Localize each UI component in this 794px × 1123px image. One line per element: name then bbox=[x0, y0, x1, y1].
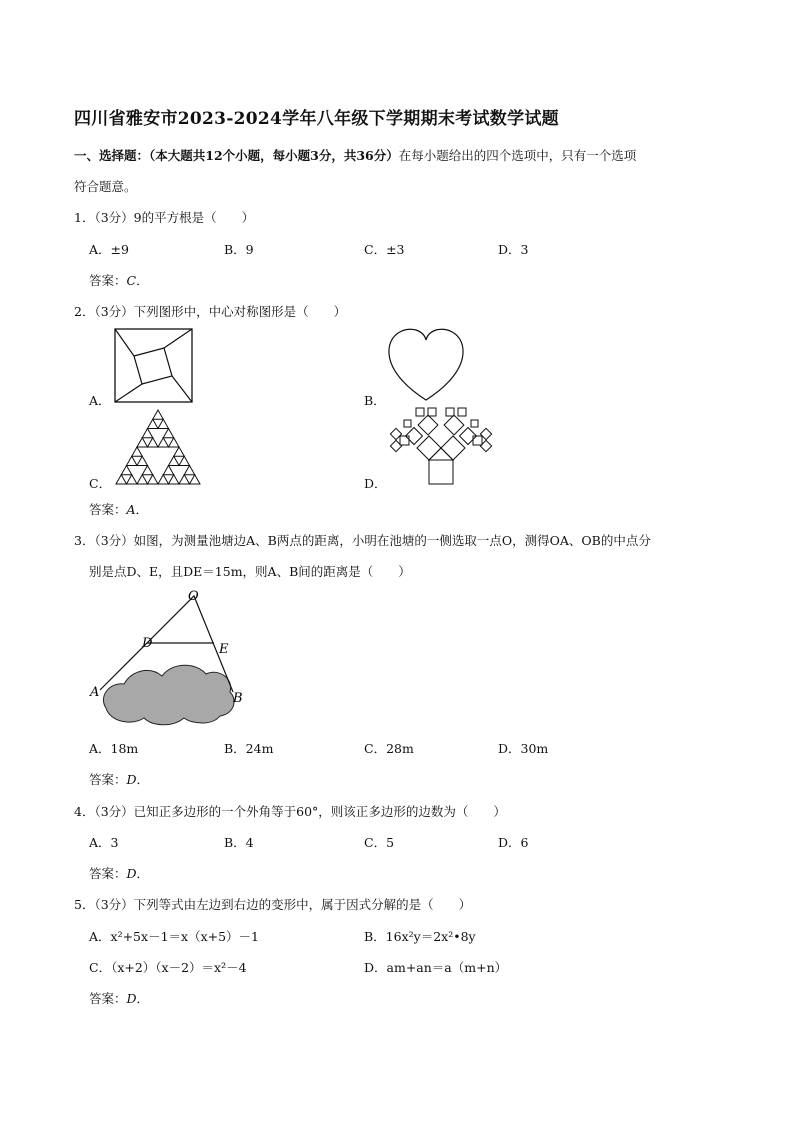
q1-answer-suffix: ． bbox=[136, 273, 149, 288]
q4-option-c: C．5 bbox=[364, 835, 395, 850]
q4-option-d: D．6 bbox=[498, 835, 529, 850]
q4-answer-prefix: 答案： bbox=[89, 866, 127, 881]
q3-label-e: E bbox=[219, 642, 229, 657]
q1-option-b: B．9 bbox=[224, 242, 254, 257]
section-heading bbox=[74, 146, 636, 164]
q2-option-d: D． bbox=[364, 476, 387, 491]
q1-answer-letter: C bbox=[126, 273, 137, 288]
q4-option-b: B．4 bbox=[224, 835, 254, 850]
q2-option-c: C． bbox=[89, 476, 112, 491]
q5-answer-prefix: 答案： bbox=[89, 991, 127, 1006]
q5-answer-suffix: ． bbox=[136, 991, 150, 1006]
q1-answer-prefix: 答案： bbox=[89, 273, 127, 288]
q2-answer-prefix: 答案： bbox=[89, 502, 127, 517]
q3-answer-letter: D bbox=[126, 772, 137, 787]
q2-option-b: B． bbox=[364, 393, 386, 408]
question-4-stem: 4．（3分）已知正多边形的一个外角等于60°，则该正多边形的边数为（ ） bbox=[74, 804, 506, 819]
q1-option-c: C．±3 bbox=[364, 242, 405, 257]
question-3-stem-line2: 别是点D、E，且DE＝15m，则A、B间的距离是（ ） bbox=[89, 564, 411, 579]
question-2-stem: 2．（3分）下列图形中，中心对称图形是（ ） bbox=[74, 304, 347, 319]
q3-option-a: A．18m bbox=[89, 741, 139, 756]
q2-option-a: A． bbox=[89, 393, 111, 408]
q3-option-b: B．24m bbox=[224, 741, 274, 756]
q5-option-d: D．am+an＝a（m+n） bbox=[364, 960, 508, 975]
q2-figure-d-pythagoras-tree bbox=[386, 406, 492, 486]
q4-answer-suffix: ． bbox=[136, 866, 150, 881]
question-5-stem: 5．（3分）下列等式由左边到右边的变形中，属于因式分解的是（ ） bbox=[74, 897, 472, 912]
q1-option-a: A．±9 bbox=[89, 242, 129, 257]
section-heading-line2: 符合题意。 bbox=[74, 179, 137, 194]
q2-answer-letter: A bbox=[126, 502, 136, 517]
q5-answer bbox=[89, 989, 149, 1007]
q1-option-d: D．3 bbox=[498, 242, 529, 257]
page-title: 四川省雅安市2023-2024学年八年级下学期期末考试数学试题 bbox=[74, 109, 559, 129]
q3-answer-suffix: ． bbox=[136, 772, 150, 787]
q2-figure-c-sierpinski bbox=[114, 408, 204, 486]
q3-label-b: B bbox=[233, 691, 243, 706]
q3-answer bbox=[89, 770, 149, 788]
q2-figure-a-pinwheel-square bbox=[114, 328, 194, 404]
q3-option-d: D．30m bbox=[498, 741, 549, 756]
q2-figure-b-heart bbox=[386, 326, 466, 402]
q2-answer-suffix: ． bbox=[135, 502, 149, 517]
q5-option-b: B．16x²y＝2x²•8y bbox=[364, 929, 476, 944]
q4-option-a: A．3 bbox=[89, 835, 119, 850]
q3-label-a: A bbox=[90, 685, 100, 700]
q3-label-o: O bbox=[188, 589, 199, 604]
q5-answer-letter: D bbox=[126, 991, 137, 1006]
q1-answer bbox=[89, 271, 149, 289]
q3-label-d: D bbox=[142, 636, 153, 651]
section-heading-bold: 一、选择题：（本大题共12个小题，每小题3分，共36分） bbox=[74, 148, 399, 163]
q5-option-c: C．（x+2）（x－2）＝x²－4 bbox=[89, 960, 247, 975]
question-1-stem: 1．（3分）9的平方根是（ ） bbox=[74, 210, 255, 225]
q3-option-c: C．28m bbox=[364, 741, 414, 756]
q3-answer-prefix: 答案： bbox=[89, 772, 127, 787]
question-3-stem-line1: 3．（3分）如图，为测量池塘边A、B两点的距离，小明在池塘的一侧选取一点O，测得OA、OB的中点分 bbox=[74, 533, 651, 548]
q4-answer bbox=[89, 864, 149, 882]
q4-answer-letter: D bbox=[126, 866, 137, 881]
q5-option-a: A．x²+5x－1＝x（x+5）－1 bbox=[89, 929, 259, 944]
q2-answer bbox=[89, 500, 148, 518]
q3-figure-pond bbox=[88, 586, 248, 728]
section-heading-rest: 在每小题给出的四个选项中，只有一个选项 bbox=[398, 148, 637, 163]
